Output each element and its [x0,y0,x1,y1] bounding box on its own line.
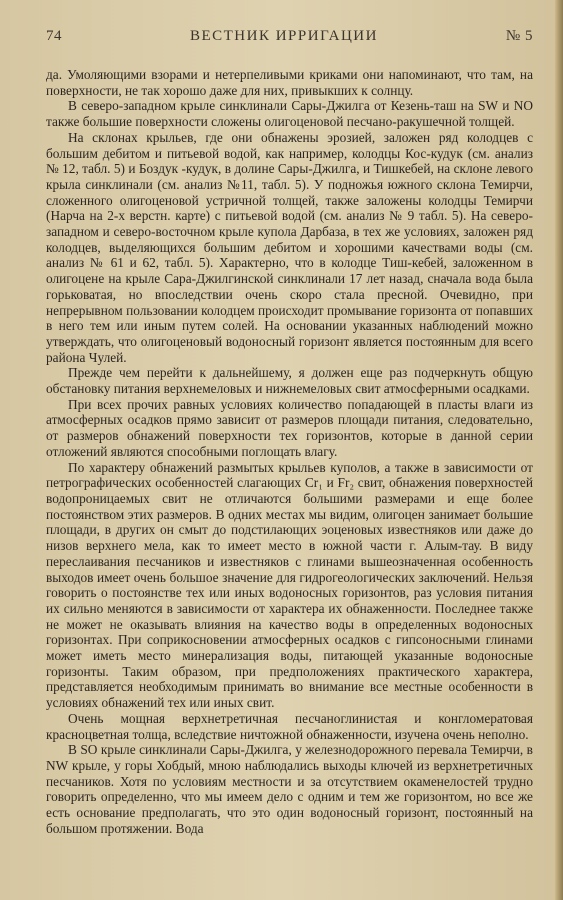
page-edge [555,0,563,900]
journal-title: ВЕСТНИК ИРРИГАЦИИ [189,28,378,44]
paragraph-6: По характеру обнажений размытых крыльев куполов, а также в зависимости от петрографических особенностей слагающих Cr₁ и Fr₂ свит, обнажения поверхностей водопроницаемых свит не отличаются большими размерами и еще более постоянством этих размеров. В одних местах мы видим, олигоцен занимает большие площади, в других он смыт до подстилающих эоценовых известняков или даже до низов верхнего мела, как то имеет место в южной части г. Алым-тау. В виду переслаивания песчаников и известняков с глинами вышеозначенная особенность выходов имеет очень большое значение для гидрогеологических заключений. Нельзя говорить о постоянстве тех или иных водоносных горизонтов, раз условия питания их сильно меняются в зависимости от характера их обнаженности. Последнее также не может не оказывать влияния на качество воды в определенных водоносных горизонтах. При соприкосновении атмосферных осадков с гипсоносными глинами может иметь место минерализация воды, питающей указанные водоносные горизонты. Таким образом, при предположениях практического характера, представляется необходимым принимать во внимание все местные особенности в условиях обнажений тех или иных свит. [46,459,533,711]
paragraph-1: да. Умоляющими взорами и нетерпеливыми криками они напоминают, что там, на поверхности, не так хорошо даже для них, привыкших к солнцу. [46,67,533,98]
paragraph-2: В северо-западном крыле синклинали Сары-Джилга от Кезень-таш на SW и NO также большие поверхности сложены олигоценовой песчано-ракушечной толщей. [46,98,533,130]
article-body [46,67,533,836]
paragraph-4: Прежде чем перейти к дальнейшему, я должен еще раз подчеркнуть общую обстановку питания верхнемеловых и нижнемеловых свит атмосферными осадками. [46,365,533,397]
page-number: 74 [46,28,62,44]
issue-number: № 5 [505,28,533,44]
paragraph-7: Очень мощная верхнетретичная песчаноглинистая и конгломератовая красноцветная толща, вследствие ничтожной обнаженности, изучена очень неполно. [46,710,533,742]
paragraph-8: В SO крыле синклинали Сары-Джилга, у железнодорожного перевала Темирчи, в NW крыле, у горы Хобдый, мною наблюдались выходы ключей из верхнетретичных песчаников. Хотя по условиям местности и за отсутствием окаменелостей трудно говорить определенно, что мы имеем дело с одним и тем же горизонтом, но все же есть основание предполагать, что это один водоносный горизонт, постоянный на большом протяжении. Вода [46,742,533,836]
paragraph-3: На склонах крыльев, где они обнажены эрозией, заложен ряд колодцев с большим дебитом и питьевой водой, как например, колодцы Кос-кудук (см. анализ № 12, табл. 5) и Боздук -кудук, в долине Сары-Джилга, и Тишкебей, на склоне левого крыла синклинали (см. анализ №11, табл. 5). У подножья южного склона Темирчи, сложенного олигоценовой устричной толщей, также заложены колодцы Темирчи (Нарча на 2-х верстн. карте) с питьевой водой (см. анализ № 9 табл. 5). На северо-западном и северо-восточном крыле купола Дарбаза, в тех же условиях, заложен ряд колодцев, выделяющихся большим дебитом и хорошими качествами воды (см. анализ № 61 и 62, табл. 5). Характерно, что в колодце Тиш-кебей, заложенном в олигоцене на крыле Сара-Джилгинской синклинали 17 лет назад, сначала вода была горьковатая, но впоследствии очень скоро стала пресной. Очевидно, при непрерывном пользовании колодцем происходит промывание горизонта от попавших в него тем или иным путем солей. На основании указанных наблюдений можно утверждать, что олигоценовый водоносный горизонт является постоянным для всего района Чулей. [46,129,533,365]
paragraph-5: При всех прочих равных условиях количество попадающей в пласты влаги из атмосферных осадков прямо зависит от размеров площади питания, следовательно, от размеров обнажений поверхности тех горизонтов, которые в данной серии отложений являются способными поглощать влагу. [46,396,533,459]
page-header [46,28,533,45]
